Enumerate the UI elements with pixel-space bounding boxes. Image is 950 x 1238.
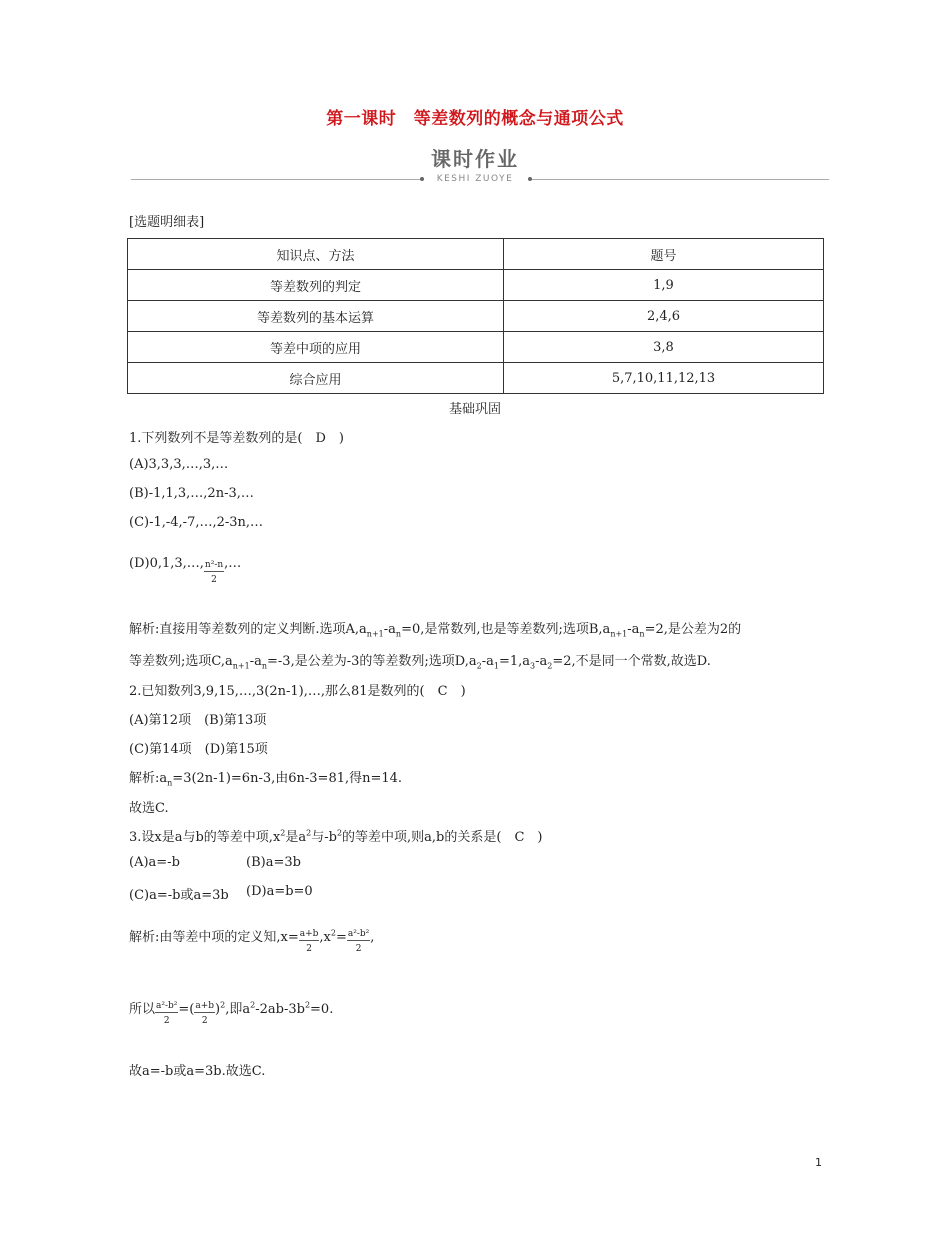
fraction-denominator: 2 [201, 1016, 208, 1026]
q2-stem: 2.已知数列3,9,15,…,3(2n-1),…,那么81是数列的( C ) [129, 684, 466, 699]
table-cell: 等差数列的基本运算 [128, 301, 504, 332]
text-run: 与-b [311, 830, 337, 845]
q3-stem [129, 826, 542, 845]
table-row [128, 332, 824, 363]
text-run: -a [627, 622, 640, 637]
fraction-a-plus-b-over-2 [194, 1001, 215, 1027]
text-run: 是a [285, 830, 307, 845]
table-cell: 2,4,6 [504, 301, 824, 332]
text-run: -a [535, 654, 548, 669]
fraction-a2-minus-b2-over-2 [347, 929, 370, 955]
text-run: -a [481, 654, 494, 669]
subscript: n [261, 661, 268, 671]
q3-option-a: (A)a=-b [129, 855, 180, 870]
table-row [128, 270, 824, 301]
topic-table [127, 238, 824, 394]
superscript: 2 [304, 1000, 311, 1010]
text-run: 3.设x是a与b的等差中项,x [129, 830, 281, 845]
q1-solution-line2 [129, 650, 711, 671]
text-run: =0. [310, 1002, 334, 1017]
table-row [128, 301, 824, 332]
text-run: 解析:由等差中项的定义知,x= [129, 930, 299, 945]
table-row [128, 363, 824, 394]
text-run: -2ab-3b [255, 1002, 305, 1017]
superscript: 2 [280, 828, 286, 838]
subscript: n+1 [232, 661, 250, 671]
table-cell: 等差数列的判定 [128, 270, 504, 301]
text-run: 解析:a [129, 771, 168, 786]
table-header-cell: 题号 [504, 239, 824, 270]
fraction-numerator: a²-b² [156, 1001, 178, 1011]
banner-rule-right [532, 179, 829, 180]
table-cell: 5,7,10,11,12,13 [504, 363, 824, 394]
q1-option-d [129, 556, 242, 585]
q1-option-b: (B)-1,1,3,…,2n-3,… [129, 486, 254, 501]
text-run: , [370, 930, 375, 945]
q3-option-b: (B)a=3b [246, 855, 301, 870]
subscript: 2 [547, 661, 553, 671]
q3-option-c: (C)a=-b或a=3b [129, 888, 229, 903]
q1-stem: 1.下列数列不是等差数列的是( D ) [129, 431, 344, 446]
text-run: =2,不是同一个常数,故选D. [552, 654, 711, 669]
table-header-row [128, 239, 824, 270]
text-run: =0,是常数列,也是等差数列;选项B,a [401, 622, 611, 637]
subscript: 1 [493, 661, 499, 671]
text-run: =( [178, 1002, 195, 1017]
q3-option-d: (D)a=b=0 [246, 884, 313, 899]
fraction-denominator: 2 [355, 944, 362, 954]
q1-option-d-fraction [204, 560, 224, 586]
q3-solution-line2 [129, 998, 333, 1024]
subscript: n [395, 629, 402, 639]
homework-banner-pinyin: KESHI ZUOYE [436, 174, 514, 184]
text-run: =2,是公差为2的 [644, 622, 742, 637]
table-cell: 3,8 [504, 332, 824, 363]
fraction-numerator: n²-n [204, 560, 224, 570]
q3-conclusion: 故a=-b或a=3b.故选C. [129, 1064, 266, 1079]
table-cell: 等差中项的应用 [128, 332, 504, 363]
text-run: =3(2n-1)=6n-3,由6n-3=81,得n=14. [172, 771, 403, 786]
text-run: 等差数列;选项C,a [129, 654, 233, 669]
q1-option-a: (A)3,3,3,…,3,… [129, 457, 229, 472]
subscript: n+1 [610, 629, 628, 639]
q1-option-c: (C)-1,-4,-7,…,2-3n,… [129, 515, 264, 530]
fraction-a2-minus-b2-over-2 [155, 1001, 178, 1027]
q2-solution [129, 767, 402, 788]
q2-options-cd: (C)第14项 (D)第15项 [129, 742, 268, 757]
fraction-numerator: a²-b² [347, 929, 370, 939]
text-run: =-3,是公差为-3的等差数列;选项D,a [267, 654, 477, 669]
text-run: = [335, 930, 347, 945]
text-run: -a [383, 622, 396, 637]
table-header-cell: 知识点、方法 [128, 239, 504, 270]
subscript: n [167, 778, 173, 788]
text-run: 解析:直接用等差数列的定义判断.选项A,a [129, 622, 367, 637]
text-run: 的等差中项,则a,b的关系是( C ) [342, 830, 543, 845]
table-cell: 综合应用 [128, 363, 504, 394]
fraction-a-plus-b-over-2 [299, 929, 320, 955]
q1-option-d-prefix: (D)0,1,3,…, [129, 556, 204, 571]
homework-banner: 课时作业 [431, 147, 519, 171]
text-run: =1,a [498, 654, 530, 669]
q3-solution-line1 [129, 926, 374, 952]
lesson-title: 第一课时 等差数列的概念与通项公式 [326, 109, 624, 129]
table-cell: 1,9 [504, 270, 824, 301]
q1-solution-line1 [129, 618, 741, 639]
fraction-denominator: 2 [163, 1016, 170, 1026]
fraction-denominator: 2 [211, 575, 217, 585]
subscript: 2 [476, 661, 482, 671]
text-run: ,即a [225, 1002, 251, 1017]
text-run: ,x [319, 930, 331, 945]
fraction-numerator: a+b [299, 929, 319, 939]
superscript: 2 [250, 1000, 256, 1010]
q1-option-d-suffix: ,… [224, 556, 242, 571]
q2-conclusion: 故选C. [129, 801, 169, 816]
text-run: 所以 [129, 1002, 156, 1017]
subscript: 3 [529, 661, 536, 671]
fraction-denominator: 2 [306, 944, 312, 954]
fraction-numerator: a+b [195, 1001, 215, 1011]
q2-options-ab: (A)第12项 (B)第13项 [129, 713, 267, 728]
superscript: 2 [220, 1000, 226, 1010]
text-run: -a [249, 654, 262, 669]
section-title: 基础巩固 [448, 402, 501, 417]
page-number: 1 [815, 1156, 822, 1169]
superscript: 2 [330, 928, 336, 938]
subscript: n+1 [366, 629, 384, 639]
superscript: 2 [306, 828, 312, 838]
subscript: n [639, 629, 645, 639]
text-run: ) [215, 1002, 221, 1017]
superscript: 2 [336, 828, 343, 838]
table-caption: [选题明细表] [129, 215, 205, 230]
